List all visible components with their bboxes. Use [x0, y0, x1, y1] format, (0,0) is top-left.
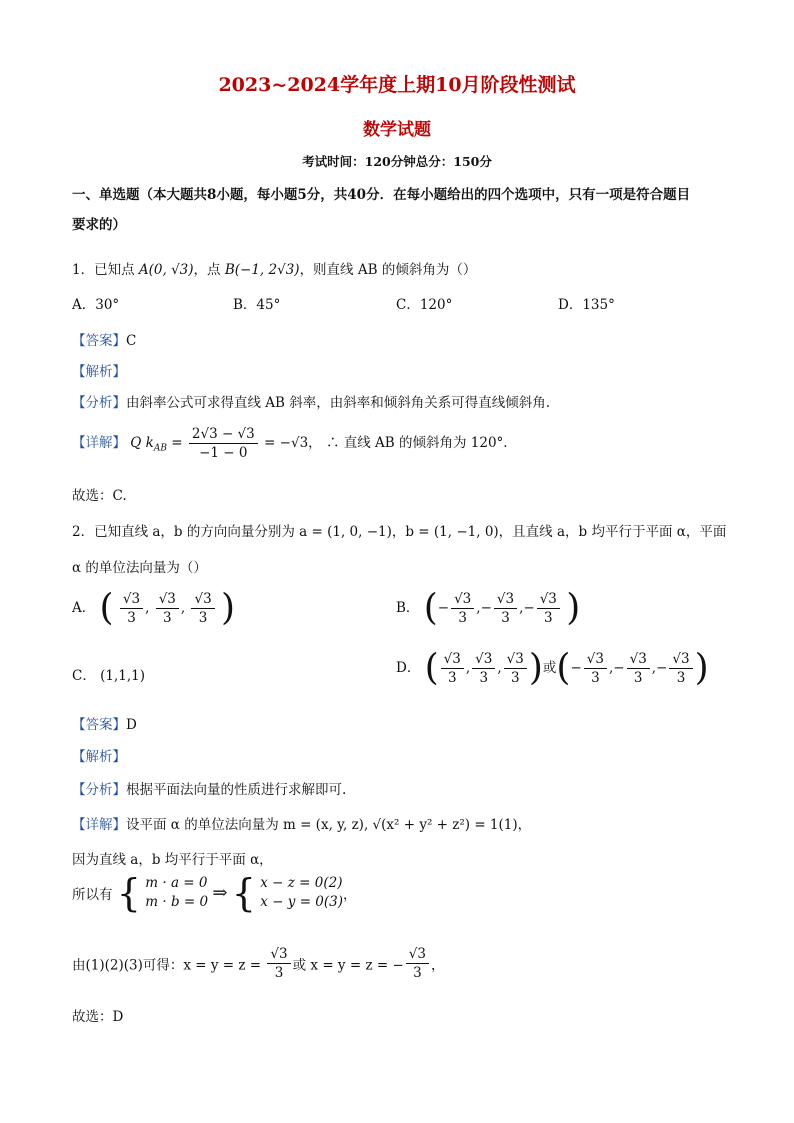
fraction: $\frac{√3}{3}$ — [584, 650, 607, 687]
right-paren-icon: ) — [566, 587, 581, 629]
q2-option-c-value: (1,1,1) — [100, 668, 146, 684]
system-2: x − z = 0(2) x − y = 0(3) — [260, 875, 344, 910]
fraction: $\frac{√3}{3}$ — [504, 650, 527, 687]
q2-answer — [72, 713, 137, 733]
q1-point-b: B(−1, 2√3) — [224, 262, 300, 278]
fraction: $\frac{√3}{3}$ — [156, 590, 179, 627]
left-paren-icon: ( — [423, 587, 438, 629]
implies-arrow-icon: ⇒ — [212, 882, 228, 904]
q1-detail-result: = −√3， — [264, 435, 322, 451]
q1-fenxi-label: 【分析】 — [72, 395, 126, 411]
q1-analysis-label: 【解析】 — [72, 364, 126, 380]
q1-answer-value: C — [126, 333, 137, 349]
q2-analysis-label: 【解析】 — [72, 749, 126, 765]
left-brace-icon: { — [231, 871, 256, 915]
q2-answer-value: D — [126, 717, 137, 733]
q2-choice: 故选：D — [72, 1009, 124, 1025]
q1-answer-label: 【答案】 — [72, 333, 126, 349]
q2-option-b: B． (− $\frac{√3}{3}$ ,− $\frac{√3}{3}$ ,− $\frac{√3}{3}$ ) — [396, 587, 581, 629]
q1-stem-prefix: 1．已知点 — [72, 262, 135, 278]
q2-option-a: A． ( $\frac{√3}{3}$ , $\frac{√3}{3}$ , $\frac{√3}{3}$ ) — [72, 587, 236, 629]
q2-fenxi — [72, 778, 346, 798]
q1-stem — [72, 258, 476, 278]
fraction: $\frac{√3}{3}$ — [267, 945, 290, 982]
left-paren-icon: ( — [99, 587, 114, 629]
q2-fenxi-text: 根据平面法向量的性质进行求解即可. — [126, 782, 347, 798]
q1-answer — [72, 329, 136, 349]
fraction: $\frac{√3}{3}$ — [494, 590, 517, 627]
q2-line3-prefix: 所以有 — [72, 887, 113, 903]
q1-option-b: B．45° — [233, 297, 281, 313]
q1-option-a: A．30° — [72, 297, 120, 313]
q2-option-c-label: C． — [72, 668, 96, 684]
q1-frac-num: 2√3 − √3 — [189, 425, 258, 444]
q2-detail-text: 设平面 α 的单位法向量为 m = (x, y, z), √(x² + y² + z²) = 1(1)， — [126, 817, 532, 833]
doc-title: 2023~2024学年度上期10月阶段性测试 — [218, 74, 576, 96]
left-paren-icon: ( — [556, 647, 571, 689]
q1-detail-sub: AB — [153, 443, 167, 454]
q1-detail-eq: = — [171, 435, 183, 451]
q2-option-d: D． ( $\frac{√3}{3}$ , $\frac{√3}{3}$ , $\frac{√3}{3}$ )或(− $\frac{√3}{3}$ ,− $\frac{√3}{3}$ ,− $\frac{√3}{3}$ ) — [396, 647, 709, 689]
q2-detail-label: 【详解】 — [72, 817, 126, 833]
q1-fenxi — [72, 391, 550, 411]
fraction: $\frac{√3}{3}$ — [537, 590, 560, 627]
q2-line3: 所以有 { m · a = 0 m · b = 0 ⇒ { x − z = 0(2) x − y = 0(3) ， — [72, 871, 357, 915]
fraction: $\frac{√3}{3}$ — [441, 650, 464, 687]
q2-line4-prefix: 由(1)(2)(3)可得：x = y = z = — [72, 957, 262, 974]
doc-subtitle: 数学试题 — [363, 120, 431, 140]
fraction: $\frac{√3}{3}$ — [669, 650, 692, 687]
q1-detail-suffix: ∴ 直线 AB 的倾斜角为 120°. — [325, 435, 508, 451]
system-1: m · a = 0 m · b = 0 — [145, 875, 209, 910]
fraction: $\frac{√3}{3}$ — [406, 945, 429, 982]
section-heading-line2: 要求的） — [72, 217, 126, 233]
q2-option-d-label: D． — [396, 660, 421, 676]
q1-slope-fraction — [189, 425, 258, 462]
q1-frac-den: −1 − 0 — [199, 445, 248, 461]
q2-stem-line2: α 的单位法向量为（） — [72, 560, 207, 576]
q2-line4: 由(1)(2)(3)可得：x = y = z = $\frac{√3}{3}$ 或 x = y = z = − $\frac{√3}{3}$ ， — [72, 946, 445, 981]
exam-info: 考试时间：120分钟总分：150分 — [302, 154, 492, 169]
q1-choice: 故选：C. — [72, 488, 127, 504]
q2-line4-or: 或 x = y = z = − — [292, 957, 404, 974]
fraction: $\frac{√3}{3}$ — [627, 650, 650, 687]
q2-line2: 因为直线 a，b 均平行于平面 α， — [72, 852, 273, 868]
q1-fenxi-text: 由斜率公式可求得直线 AB 斜率，由斜率和倾斜角关系可得直线倾斜角. — [126, 395, 551, 411]
fraction: $\frac{√3}{3}$ — [120, 590, 143, 627]
q1-stem-mid: ，点 — [193, 262, 221, 278]
section-heading-line1: 一、单选题（本大题共8小题，每小题5分，共40分．在每小题给出的四个选项中，只有一项是符合题目 — [72, 187, 691, 203]
q1-point-a: A(0, √3) — [138, 262, 194, 278]
q2-stem-line1: 2．已知直线 a，b 的方向向量分别为 a = (1, 0, −1)，b = (1, −1, 0)，且直线 a，b 均平行于平面 α，平面 — [72, 524, 727, 540]
fraction: $\frac{√3}{3}$ — [451, 590, 474, 627]
left-paren-icon: ( — [424, 647, 439, 689]
q2-fenxi-label: 【分析】 — [72, 782, 126, 798]
q1-detail-prefix: Q k — [130, 435, 154, 451]
q1-option-d: D．135° — [558, 297, 615, 313]
q2-option-b-label: B． — [396, 600, 420, 616]
fraction: $\frac{√3}{3}$ — [472, 650, 495, 687]
q1-detail — [72, 425, 508, 462]
q2-option-d-or: 或 — [542, 660, 557, 676]
q1-stem-suffix: ，则直线 AB 的倾斜角为（） — [299, 262, 477, 278]
q2-answer-label: 【答案】 — [72, 717, 126, 733]
q1-option-c: C．120° — [396, 297, 453, 313]
right-paren-icon: ) — [528, 647, 543, 689]
q2-option-a-label: A． — [72, 600, 96, 616]
q2-detail — [72, 813, 531, 833]
right-paren-icon: ) — [694, 647, 709, 689]
right-paren-icon: ) — [220, 587, 236, 629]
q2-option-c — [72, 664, 145, 684]
q1-detail-label: 【详解】 — [72, 435, 126, 451]
fraction: $\frac{√3}{3}$ — [191, 590, 214, 627]
left-brace-icon: { — [116, 871, 141, 915]
